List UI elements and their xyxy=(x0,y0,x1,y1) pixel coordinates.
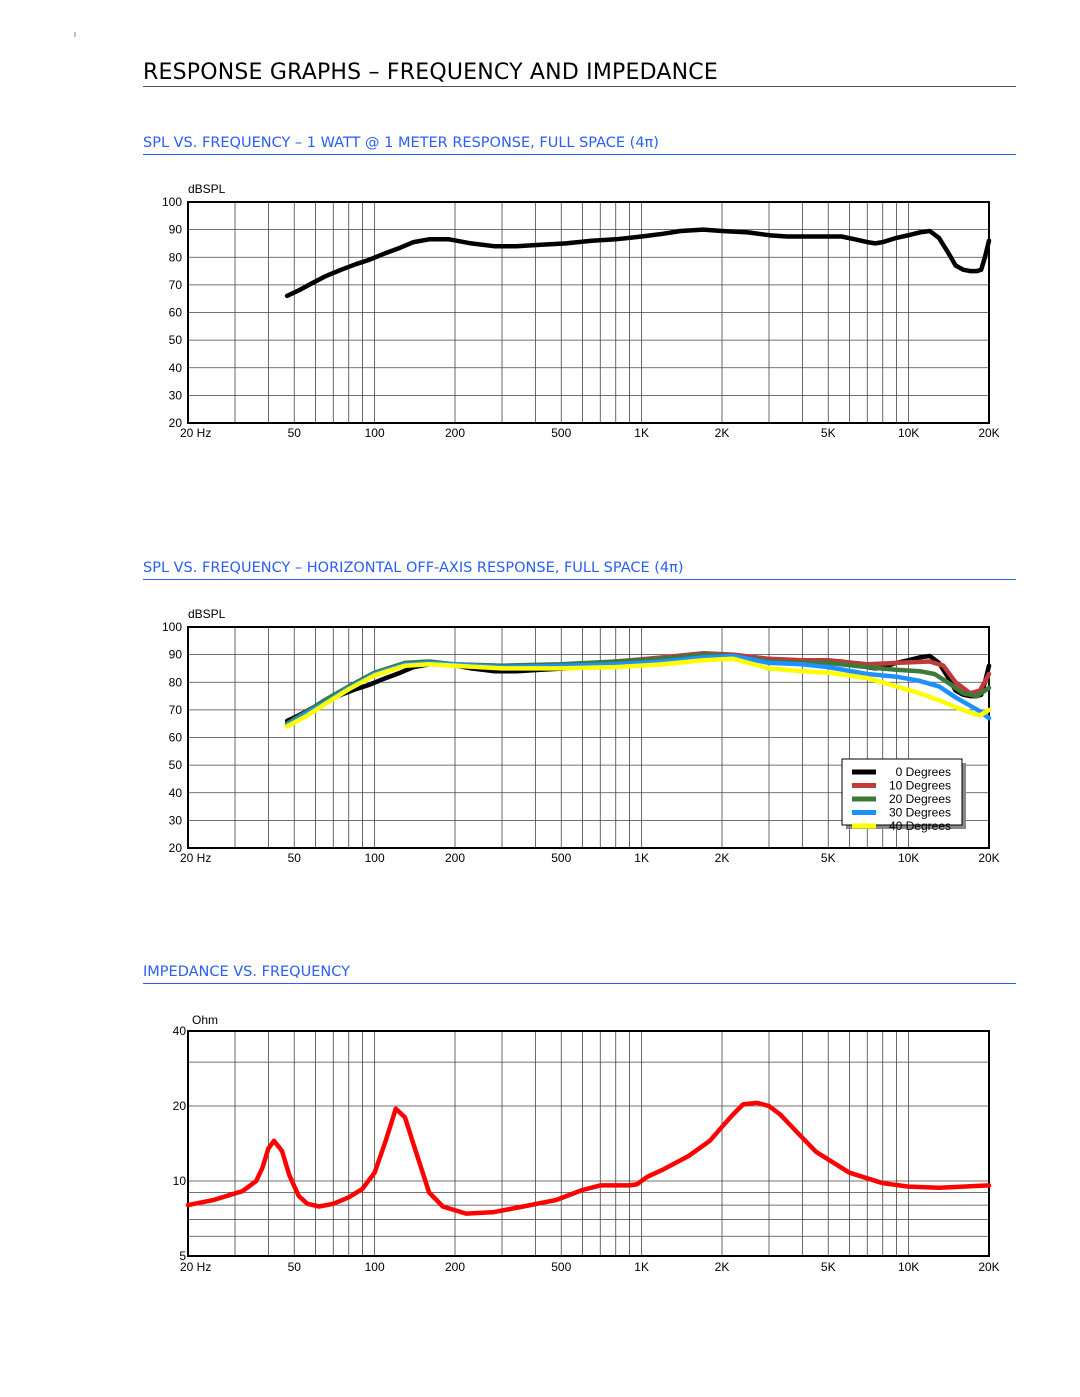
y-tick-label: 30 xyxy=(168,388,182,403)
y-tick-label: 60 xyxy=(168,730,182,745)
y-tick-label: 30 xyxy=(168,813,182,828)
y-tick-label: 80 xyxy=(168,675,182,690)
y-axis-unit-label: Ohm xyxy=(192,1013,219,1027)
chart-1-title-divider xyxy=(143,154,1016,155)
legend-label: 30 Degrees xyxy=(888,805,951,820)
x-tick-label: 500 xyxy=(551,851,572,865)
y-tick-label: 90 xyxy=(168,222,182,237)
x-tick-label: 2K xyxy=(714,851,730,865)
y-tick-label: 40 xyxy=(172,1024,186,1038)
y-tick-label: 40 xyxy=(168,360,182,375)
plot-frame xyxy=(188,1031,989,1256)
x-tick-label: 1K xyxy=(634,851,649,865)
page-marker: I xyxy=(74,32,76,39)
chart-3-title: IMPEDANCE VS. FREQUENCY xyxy=(143,964,350,980)
y-tick-label: 10 xyxy=(172,1174,186,1188)
y-axis-unit-label: dBSPL xyxy=(188,607,226,621)
chart-2-title: SPL VS. FREQUENCY – HORIZONTAL OFF-AXIS RESPONSE, FULL SPACE (4π) xyxy=(143,560,684,576)
x-tick-label: 200 xyxy=(444,426,466,440)
impedance-chart xyxy=(0,1005,1080,1285)
y-tick-label: 50 xyxy=(168,333,182,348)
x-tick-label: 20K xyxy=(978,851,1000,865)
x-tick-label: 20K xyxy=(978,1260,1000,1274)
y-tick-label: 20 xyxy=(172,1099,186,1113)
chart-2-title-divider xyxy=(143,579,1016,580)
legend-label: 40 Degrees xyxy=(888,819,951,833)
x-tick-label: 20 Hz xyxy=(180,426,212,440)
x-tick-label: 2K xyxy=(714,426,730,440)
x-tick-label: 50 xyxy=(287,1260,301,1274)
y-tick-label: 20 xyxy=(168,841,182,855)
y-tick-label: 20 xyxy=(168,416,182,430)
chart-1-title: SPL VS. FREQUENCY – 1 WATT @ 1 METER RESPONSE, FULL SPACE (4π) xyxy=(143,135,659,151)
x-tick-label: 200 xyxy=(444,1260,466,1274)
y-axis-unit-label: dBSPL xyxy=(188,182,226,196)
spl-off-axis-chart xyxy=(0,600,1080,870)
x-tick-label: 20K xyxy=(978,426,1000,440)
series-line-1 xyxy=(188,1103,989,1214)
x-tick-label: 50 xyxy=(287,426,301,440)
legend-label: 10 Degrees xyxy=(888,778,951,793)
x-tick-label: 200 xyxy=(444,851,466,865)
x-tick-label: 10K xyxy=(897,1260,920,1274)
spl-on-axis-chart xyxy=(0,175,1080,445)
x-tick-label: 10K xyxy=(897,426,920,440)
x-tick-label: 5K xyxy=(820,426,836,440)
page-title: RESPONSE GRAPHS – FREQUENCY AND IMPEDANCE xyxy=(143,60,718,85)
x-tick-label: 100 xyxy=(364,1260,385,1274)
chart-3-title-divider xyxy=(143,983,1016,984)
y-tick-label: 100 xyxy=(161,620,182,634)
x-tick-label: 50 xyxy=(287,851,301,865)
y-tick-label: 70 xyxy=(168,702,182,717)
y-tick-label: 40 xyxy=(168,785,182,800)
x-tick-label: 100 xyxy=(364,851,385,865)
y-tick-label: 100 xyxy=(161,195,182,209)
y-tick-label: 50 xyxy=(168,758,182,773)
x-tick-label: 20 Hz xyxy=(180,1260,212,1274)
x-tick-label: 1K xyxy=(634,1260,649,1274)
y-tick-label: 90 xyxy=(168,647,182,662)
x-tick-label: 1K xyxy=(634,426,649,440)
y-tick-label: 80 xyxy=(168,250,182,265)
series-line-1 xyxy=(287,230,989,296)
y-tick-label: 70 xyxy=(168,277,182,292)
x-tick-label: 100 xyxy=(364,426,385,440)
x-tick-label: 20 Hz xyxy=(180,851,212,865)
title-divider xyxy=(143,86,1016,87)
x-tick-label: 2K xyxy=(714,1260,730,1274)
x-tick-label: 500 xyxy=(551,1260,572,1274)
y-tick-label: 60 xyxy=(168,305,182,320)
x-tick-label: 5K xyxy=(820,1260,836,1274)
x-tick-label: 500 xyxy=(551,426,572,440)
x-tick-label: 10K xyxy=(897,851,920,865)
x-tick-label: 5K xyxy=(820,851,836,865)
y-tick-label: 5 xyxy=(179,1249,186,1263)
legend-label: 20 Degrees xyxy=(888,792,951,806)
legend-label: 0 Degrees xyxy=(895,765,951,779)
